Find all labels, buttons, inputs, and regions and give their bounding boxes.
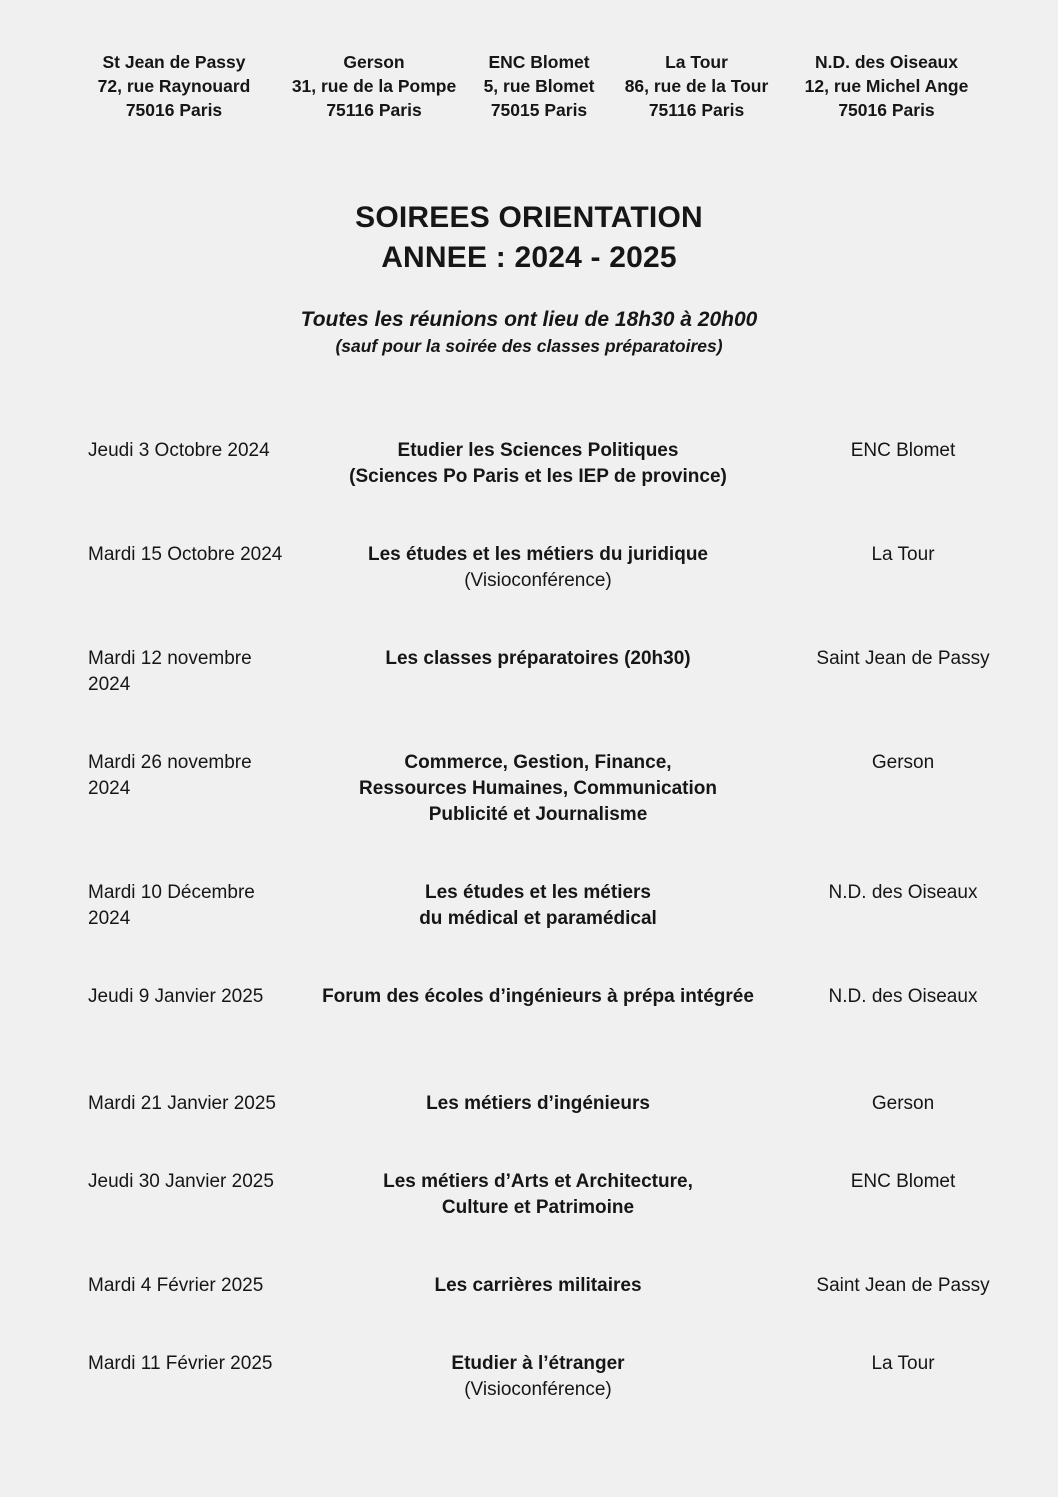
schedule-topic-line: Etudier les Sciences Politiques: [397, 440, 679, 461]
school-city: 75016 Paris: [125, 100, 223, 120]
school-name: ENC Blomet: [488, 52, 590, 72]
meeting-time-text: Toutes les réunions ont lieu de 18h30 à 20h00: [300, 308, 758, 331]
schedule-location: Saint Jean de Passy: [816, 1275, 990, 1296]
schedule-topic-line: du médical et paramédical: [419, 908, 657, 929]
schedule-location: La Tour: [871, 544, 935, 565]
schedule-topic-line: Les études et les métiers du juridique: [368, 544, 708, 565]
school-address: 5, rue Blomet: [483, 76, 595, 96]
schedule-date: Mardi 10 Décembre 2024: [88, 882, 255, 929]
schedule-topic: [288, 750, 788, 828]
schedule-location: Gerson: [871, 752, 935, 773]
schedule-topic: [288, 1169, 788, 1221]
schedule-topic: [288, 1273, 788, 1299]
schedule-topic-line: Les classes préparatoires (20h30): [385, 648, 691, 669]
schedule-topic-line: Les études et les métiers: [425, 882, 651, 903]
schedule-location: Saint Jean de Passy: [816, 648, 990, 669]
schools-header: [0, 0, 1058, 122]
schedule-row: [88, 1169, 1018, 1221]
schedule-date: Jeudi 9 Janvier 2025: [88, 986, 264, 1007]
schedule-topic: [288, 880, 788, 932]
school-name: N.D. des Oiseaux: [815, 52, 958, 72]
school-block-enc-blomet: [469, 50, 609, 122]
schedule-location: N.D. des Oiseaux: [828, 986, 978, 1007]
schedule-date: Mardi 21 Janvier 2025: [88, 1093, 276, 1114]
school-block-nd-des-oiseaux: [784, 50, 989, 122]
schedule-row: [88, 1273, 1018, 1299]
schedule-topic-line: (Visioconférence): [464, 570, 612, 591]
schedule-topic: [288, 542, 788, 594]
schedule-topic-line: Les carrières militaires: [434, 1275, 642, 1296]
schedule-topic-line: Forum des écoles d’ingénieurs à prépa intégrée: [322, 986, 754, 1007]
schedule-location: ENC Blomet: [850, 440, 956, 461]
schedule-date: Jeudi 30 Janvier 2025: [88, 1171, 274, 1192]
schedule-table: [0, 438, 1058, 1403]
school-city: 75116 Paris: [648, 100, 745, 120]
school-address: 12, rue Michel Ange: [804, 76, 969, 96]
schedule-topic-line: Etudier à l’étranger: [451, 1353, 625, 1374]
school-address: 72, rue Raynouard: [97, 76, 251, 96]
schedule-row: [88, 1351, 1018, 1403]
schedule-date: Mardi 26 novembre 2024: [88, 752, 252, 799]
schedule-topic-line: Commerce, Gestion, Finance,: [404, 752, 672, 773]
schedule-topic: [288, 646, 788, 698]
schedule-row: [88, 750, 1018, 828]
page-title-line2: ANNEE : 2024 - 2025: [381, 241, 677, 274]
meeting-time-note: [0, 306, 1058, 359]
meeting-time-exception: (sauf pour la soirée des classes préparatoires): [335, 336, 723, 356]
schedule-topic-line: (Visioconférence): [464, 1379, 612, 1400]
schedule-topic-line: Les métiers d’Arts et Architecture,: [383, 1171, 693, 1192]
schedule-topic: [288, 984, 788, 1010]
schedule-topic: [288, 1351, 788, 1403]
school-city: 75116 Paris: [326, 100, 422, 120]
schedule-topic-line: Publicité et Journalisme: [428, 804, 648, 825]
schedule-row: [88, 438, 1018, 490]
school-address: 31, rue de la Pompe: [291, 76, 457, 96]
school-name: Gerson: [343, 52, 405, 72]
schedule-location: Gerson: [871, 1093, 935, 1114]
schedule-date: Mardi 15 Octobre 2024: [88, 544, 283, 565]
school-city: 75015 Paris: [490, 100, 588, 120]
page-title: [0, 198, 1058, 278]
schedule-topic-line: (Sciences Po Paris et les IEP de province): [349, 466, 727, 487]
schedule-location: ENC Blomet: [850, 1171, 956, 1192]
schedule-row: [88, 880, 1018, 932]
schedule-topic-line: Les métiers d’ingénieurs: [426, 1093, 650, 1114]
schedule-location: N.D. des Oiseaux: [828, 882, 978, 903]
schedule-location: La Tour: [871, 1353, 935, 1374]
schedule-date: Mardi 11 Février 2025: [88, 1353, 273, 1374]
schedule-topic-line: Ressources Humaines, Communication: [359, 778, 717, 799]
schedule-row: [88, 646, 1018, 698]
school-block-la-tour: [609, 50, 784, 122]
schedule-topic-line: Culture et Patrimoine: [441, 1197, 635, 1218]
schedule-date: Jeudi 3 Octobre 2024: [88, 440, 270, 461]
schedule-row: [88, 1091, 1018, 1117]
schedule-row: [88, 542, 1018, 594]
school-city: 75016 Paris: [838, 100, 935, 120]
school-name: La Tour: [665, 52, 728, 72]
school-address: 86, rue de la Tour: [624, 76, 769, 96]
schedule-date: Mardi 4 Février 2025: [88, 1275, 264, 1296]
schedule-row: [88, 984, 1018, 1010]
schedule-topic: [288, 1091, 788, 1117]
page-title-line1: SOIREES ORIENTATION: [355, 201, 703, 234]
school-name: St Jean de Passy: [102, 52, 246, 72]
schedule-date: Mardi 12 novembre 2024: [88, 648, 252, 695]
school-block-st-jean-de-passy: [69, 50, 279, 122]
schedule-topic: [288, 438, 788, 490]
school-block-gerson: [279, 50, 469, 122]
